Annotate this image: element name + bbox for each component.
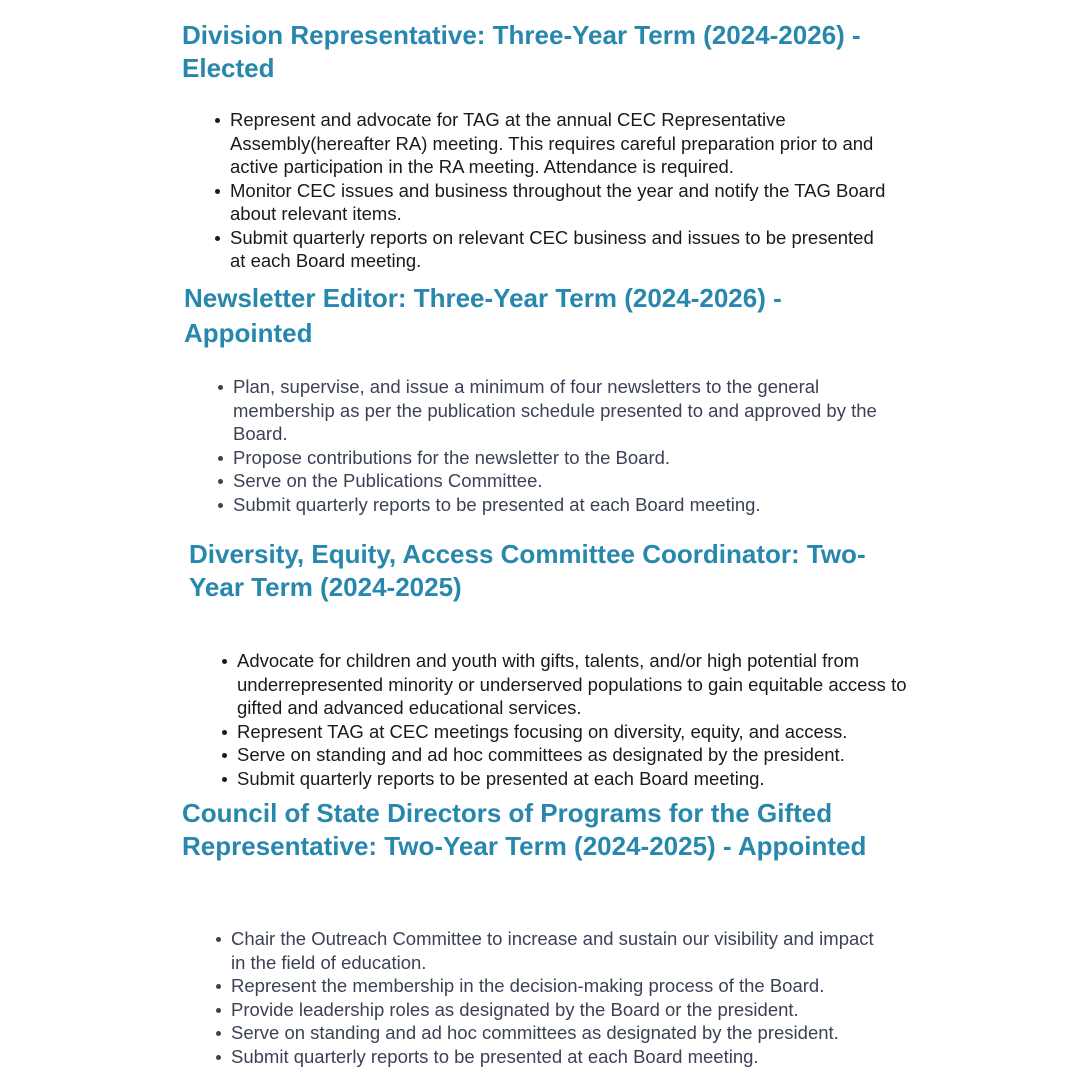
list-item: Serve on standing and ad hoc committees as designated by the president. [231,1021,881,1045]
list-item: Represent the membership in the decision-making process of the Board. [231,974,881,998]
section-division-representative [182,19,902,85]
list-item: Chair the Outreach Committee to increase and sustain our visibility and impact in the field of education. [231,927,881,974]
list-item: Provide leadership roles as designated by the Board or the president. [231,998,881,1022]
list-item: Submit quarterly reports on relevant CEC business and issues to be presented at each Board meeting. [230,226,890,273]
section-council-state-directors [182,797,922,863]
section-newsletter-editor [184,281,844,351]
list-item: Advocate for children and youth with gifts, talents, and/or high potential from underrepresented minority or underserved populations to gain equitable access to gifted and advanced educational services. [237,650,907,718]
list-item: Submit quarterly reports to be presented at each Board meeting. [233,493,898,517]
list-item: Submit quarterly reports to be presented at each Board meeting. [237,767,907,791]
bullet-list [237,649,907,790]
list-item: Monitor CEC issues and business throughout the year and notify the TAG Board about relevant items. [230,179,890,226]
bullet-list [233,375,898,516]
bullet-list [230,108,890,273]
section-heading: Newsletter Editor: Three-Year Term (2024-2026) - Appointed [184,283,782,348]
list-item: Propose contributions for the newsletter to the Board. [233,446,898,470]
list-item: Represent and advocate for TAG at the annual CEC Representative Assembly(hereafter RA) meeting. This requires careful preparation prior to and active participation in the RA meeting. Attendance is required. [230,108,890,179]
list-item: Submit quarterly reports to be presented at each Board meeting. [231,1045,881,1069]
section-heading: Diversity, Equity, Access Committee Coordinator: Two-Year Term (2024-2025) [189,539,866,602]
list-item: Serve on standing and ad hoc committees as designated by the president. [237,743,907,767]
section-heading: Council of State Directors of Programs for the Gifted Representative: Two-Year Term (2024-2025) - Appointed [182,798,867,861]
list-item: Plan, supervise, and issue a minimum of four newsletters to the general membership as per the publication schedule presented to and approved by the Board. [233,375,898,446]
section-diversity-equity-access [189,538,909,604]
list-item: Represent TAG at CEC meetings focusing on diversity, equity, and access. [237,720,907,744]
list-item: Serve on the Publications Committee. [233,469,898,493]
section-heading: Division Representative: Three-Year Term (2024-2026) - Elected [182,20,861,83]
bullet-list [231,927,881,1068]
